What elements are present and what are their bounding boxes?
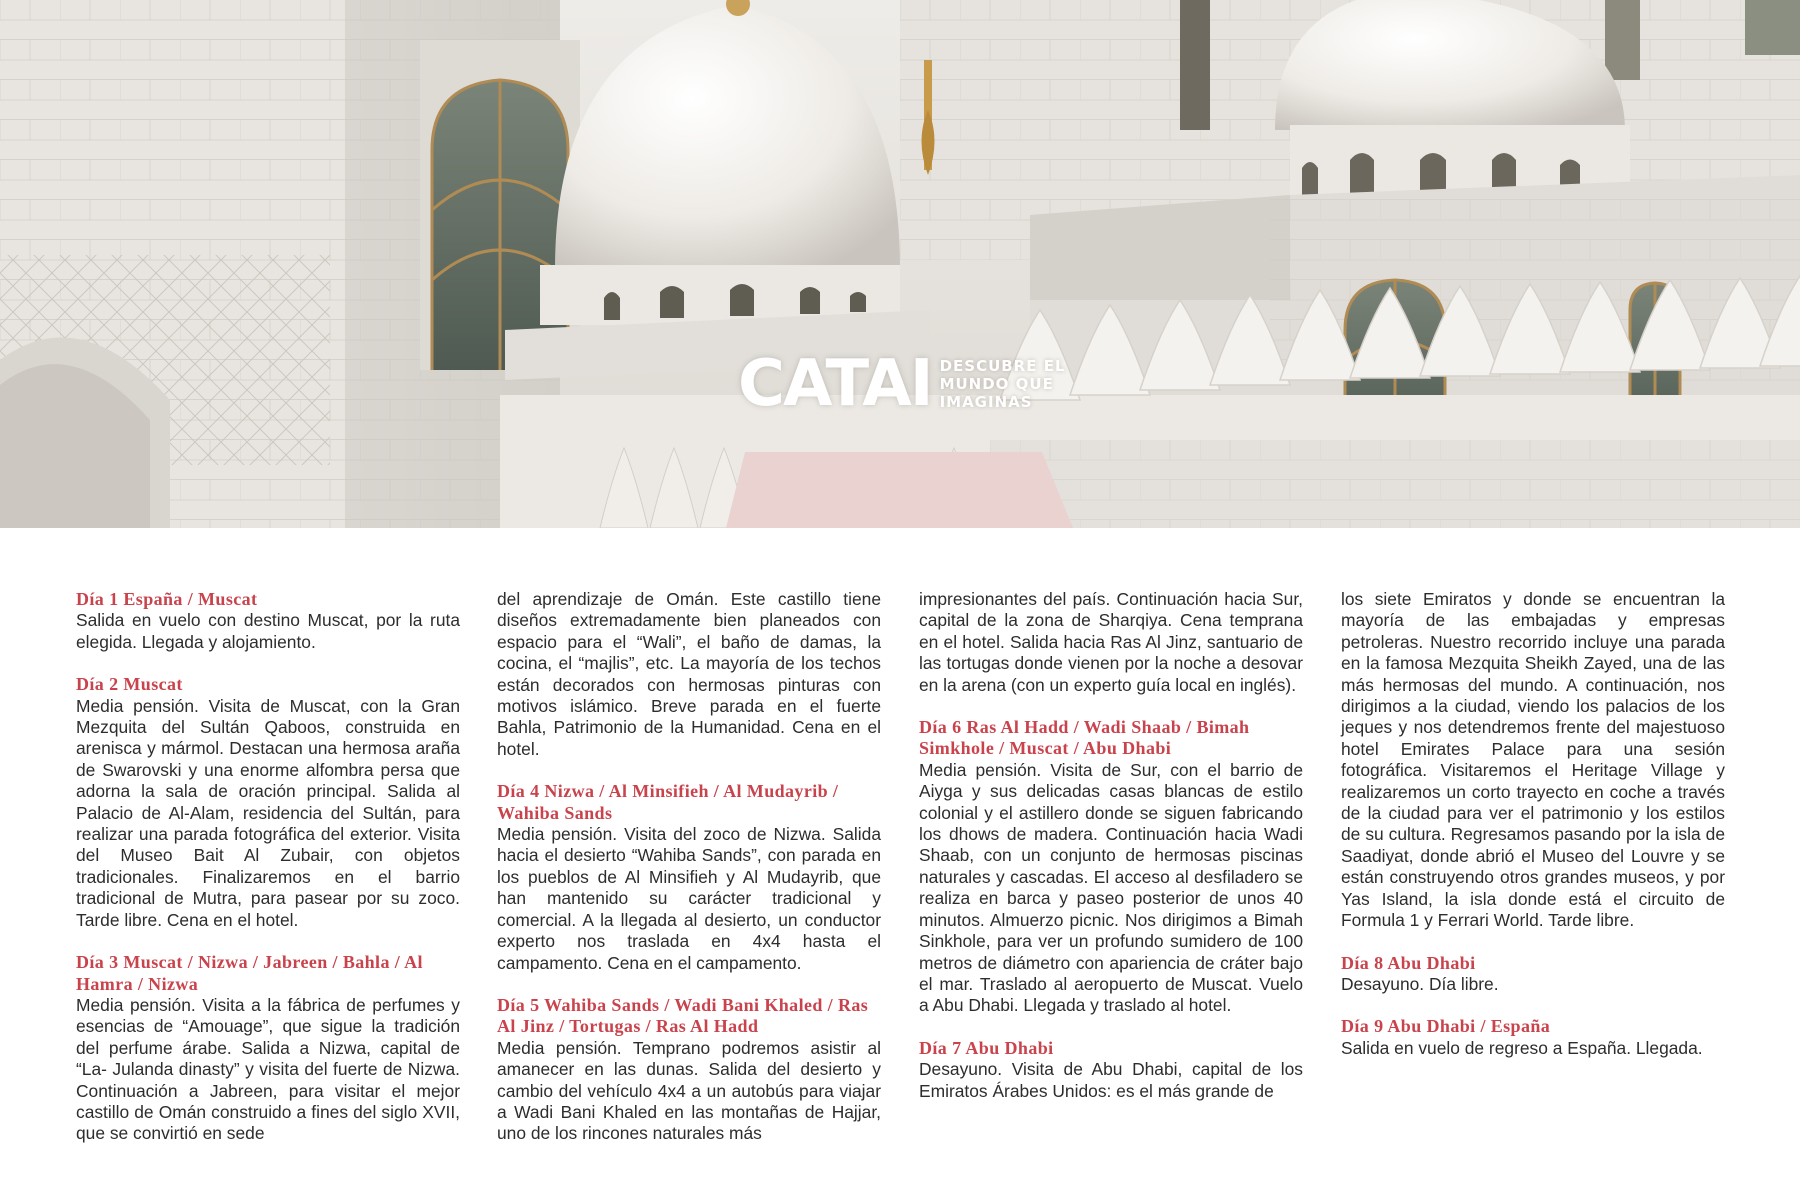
- day-title: Día 3 Muscat / Nizwa / Jabreen / Bahla / Al Hamra / Nizwa: [76, 952, 423, 994]
- day-entry: [919, 1038, 1303, 1102]
- itinerary-column-2: [497, 589, 881, 1166]
- day-entry: [1341, 953, 1725, 996]
- day-entry: [497, 781, 881, 974]
- day-title: Día 8 Abu Dhabi: [1341, 952, 1476, 973]
- day-entry: [497, 995, 881, 1145]
- day-description: Desayuno. Visita de Abu Dhabi, capital de los Emiratos Árabes Unidos: es el más grande de: [919, 1059, 1303, 1101]
- day-title: Día 7 Abu Dhabi: [919, 1037, 1054, 1058]
- day-description: Media pensión. Temprano podremos asistir al amanecer en las dunas. Salida del desierto y cambio del vehículo 4x4 a un autobús para viajar a Wadi Bani Khaled en las montañas de Hajjar, uno de los rincones naturales más: [497, 1037, 881, 1144]
- day-entry-continued: [1341, 589, 1725, 932]
- day-entry: [919, 717, 1303, 1017]
- itinerary-column-3: [919, 589, 1303, 1123]
- day-title: Día 2 Muscat: [76, 674, 183, 695]
- day-entry-continued: [497, 589, 881, 760]
- day-title: Día 1 España / Muscat: [76, 589, 258, 609]
- logo-wordmark: CATAI: [738, 347, 932, 421]
- day-description: Media pensión. Visita de Muscat, con la Gran Mezquita del Sultán Qaboos, construida en arenisca y mármol. Destacan una hermosa araña de Swarovski y una enorme alfombra persa que adorna la sala de oración principal. Salida al Palacio de Al-Alam, residencia del Sultán, para realizar una parada fotográfica del exterior. Visita del Museo Bait Al Zubair, con objetos tradicionales. Finalizaremos en el barrio tradicional de Mutra, para pasear por su zoco. Tarde libre. Cena en el hotel.: [76, 695, 460, 930]
- day-description: Salida en vuelo con destino Muscat, por la ruta elegida. Llegada y alojamiento.: [76, 610, 460, 652]
- day-title: Día 4 Nizwa / Al Minsifieh / Al Mudayrib / Wahiba Sands: [497, 781, 839, 823]
- day-description: los siete Emiratos y donde se encuentran la mayoría de las embajadas y empresas petroleras. Nuestro recorrido incluye una parada en la famosa Mezquita Sheikh Zayed, una de las más hermosas del mundo. A continuación, nos dirigimos a la ciudad, viendo los palacios de los jeques y nos detendremos frente del majestuoso hotel Emirates Palace para una sesión fotográfica. Visitaremos el Heritage Village y realizaremos un corto trayecto en coche a través de la ciudad para ver el patrimonio y los estilos de su cultura. Regresamos pasando por la isla de Saadiyat, donde abrió el Museo del Louvre y se están construyendo otros grandes museos, y por Yas Island, la isla donde está el circuito de Formula 1 y Ferrari World. Tarde libre.: [1341, 589, 1725, 931]
- day-description: impresionantes del país. Continuación hacia Sur, capital de la zona de Sharqiya. Cena temprana en el hotel. Salida hacia Ras Al Jinz, santuario de las tortugas donde vienen por la noche a desovar en la arena (con un experto guía local en inglés).: [919, 589, 1303, 695]
- mosque-illustration: [0, 0, 1800, 528]
- itinerary-column-1: [76, 589, 460, 1166]
- catai-logo: [738, 347, 1066, 421]
- itinerary-column-4: [1341, 589, 1725, 1080]
- pink-accent-tab: [726, 452, 1073, 528]
- day-description: Media pensión. Visita del zoco de Nizwa. Salida hacia el desierto “Wahiba Sands”, con parada en los pueblos de Al Minsifieh y Al Mudayrib, que han mantenido su carácter tradicional y comercial. A la llegada al desierto, un conductor experto nos traslada en 4x4 hasta el campamento. Cena en el campamento.: [497, 824, 881, 973]
- day-title: Día 5 Wahiba Sands / Wadi Bani Khaled / Ras Al Jinz / Tortugas / Ras Al Hadd: [497, 994, 869, 1037]
- day-entry: [76, 589, 460, 653]
- day-entry: [76, 952, 460, 1145]
- day-title: Día 9 Abu Dhabi / España: [1341, 1016, 1551, 1037]
- hero-photo-mosque: [0, 0, 1800, 528]
- day-entry-continued: [919, 589, 1303, 696]
- day-title: Día 6 Ras Al Hadd / Wadi Shaab / Bimah Simkhole / Muscat / Abu Dhabi: [919, 717, 1250, 759]
- day-description: Media pensión. Visita de Sur, con el barrio de Aiyga y sus delicadas casas blancas de estilo colonial y el astillero donde se siguen fabricando los dhows de madera. Continuación hacia Wadi Shaab, con un conjunto de hermosas piscinas naturales y cascadas. El acceso al desfiladero se realiza en barca y paseo posterior de unos 40 minutos. Almuerzo picnic. Nos dirigimos a Bimah Sinkhole, para ver un profundo sumidero de 100 metros de diámetro con apariencia de cráter bajo el mar. Traslado al aeropuerto de Muscat. Vuelo a Abu Dhabi. Llegada y traslado al hotel.: [919, 759, 1303, 1016]
- day-description: Salida en vuelo de regreso a España. Llegada.: [1341, 1037, 1703, 1058]
- day-description: Media pensión. Visita a la fábrica de perfumes y esencias de “Amouage”, que sigue la tradición del perfume árabe. Salida a Nizwa, capital de “La- Julanda dinasty” y visita del fuerte de Nizwa. Continuación a Jabreen, para visitar el mejor castillo de Omán construido a fines del siglo XVII, que se convirtió en sede: [76, 994, 460, 1144]
- day-description: Desayuno. Día libre.: [1341, 973, 1499, 994]
- day-entry: [76, 674, 460, 931]
- day-entry: [1341, 1016, 1725, 1059]
- logo-tagline: DESCUBRE EL MUNDO QUE IMAGINAS: [939, 357, 1066, 411]
- day-description: del aprendizaje de Omán. Este castillo tiene diseños extremadamente bien planeados con espacio para el “Wali”, el baño de damas, la cocina, el “majlis”, etc. La mayoría de los techos están decorados con hermosas pinturas con motivos islámico. Breve parada en el fuerte Bahla, Patrimonio de la Humanidad. Cena en el hotel.: [497, 589, 881, 759]
